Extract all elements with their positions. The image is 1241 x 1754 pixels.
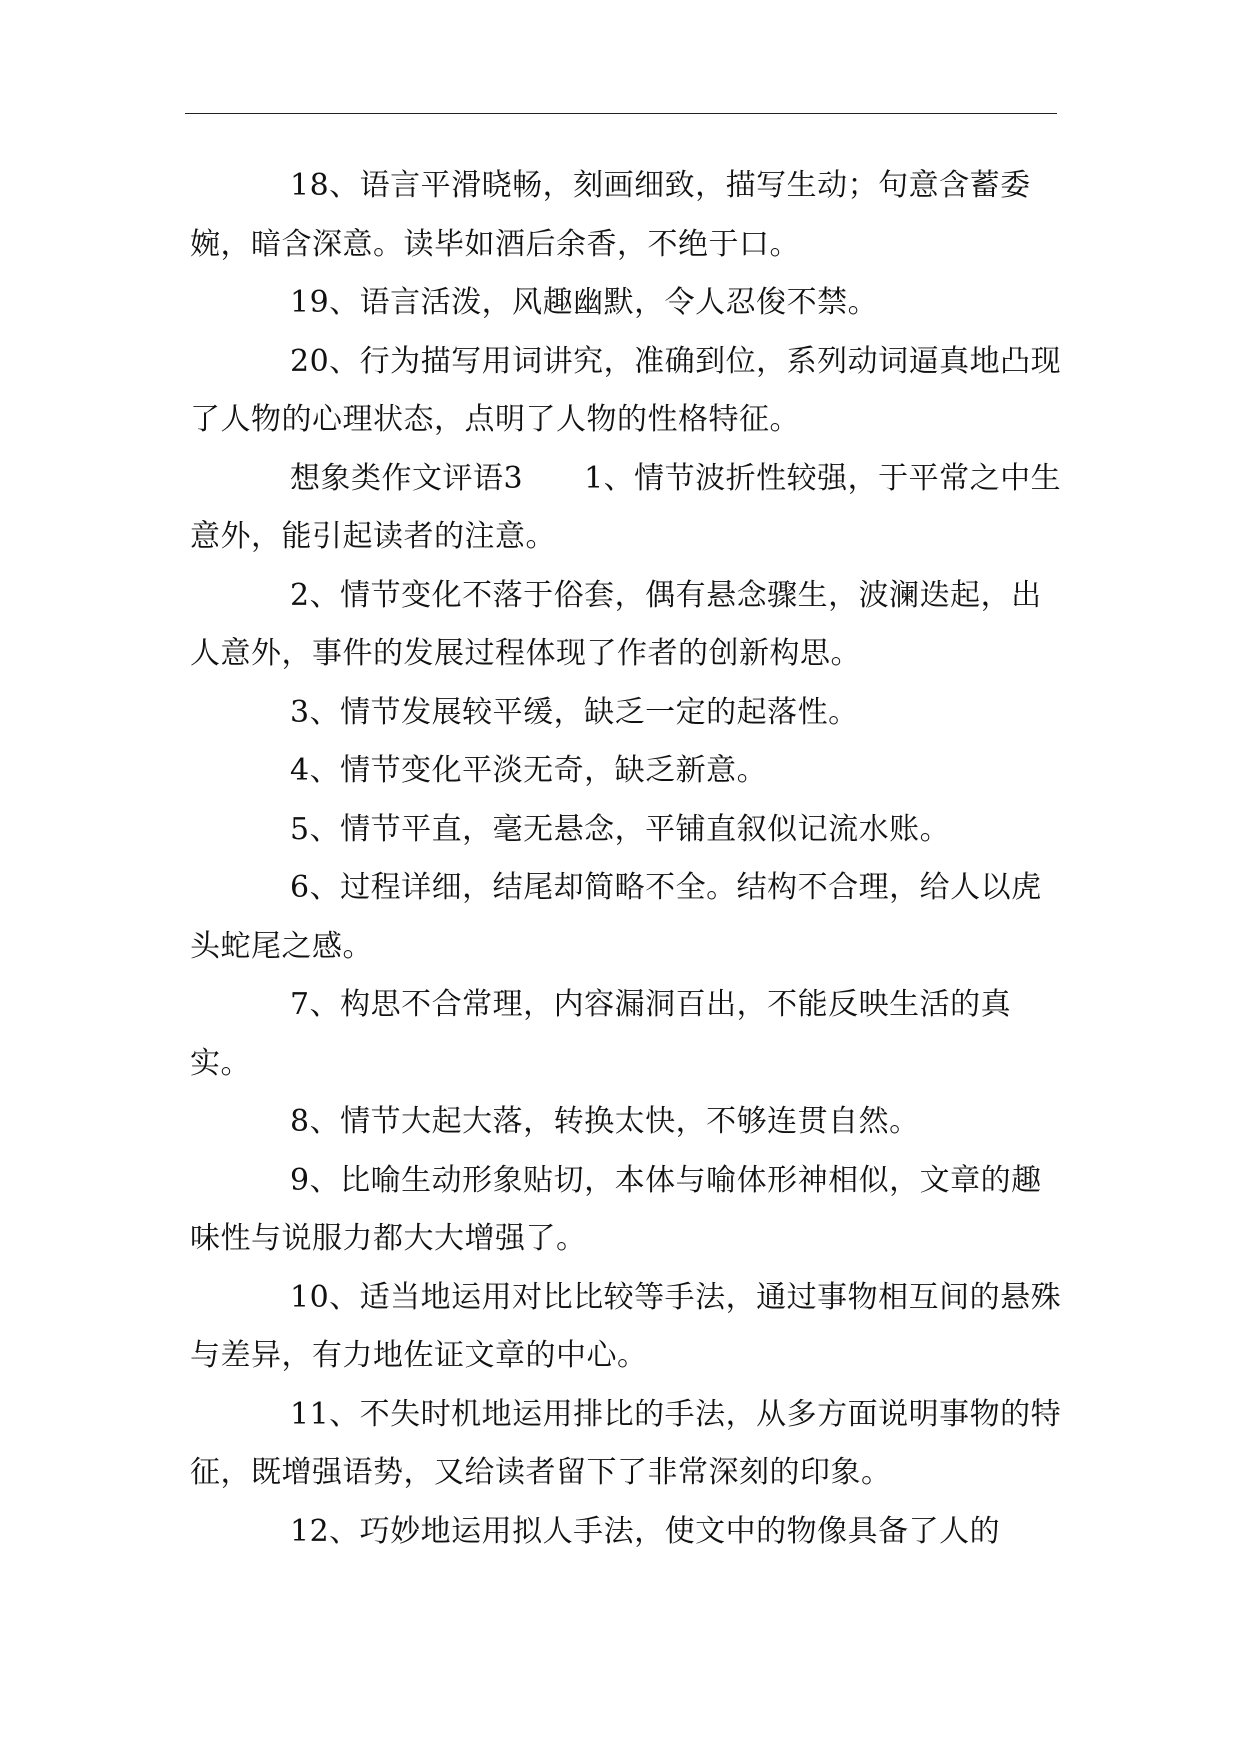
- paragraph-2: 2、情节变化不落于俗套，偶有悬念骤生，波澜迭起，出人意外，事件的发展过程体现了作者的创新构思。: [190, 577, 1042, 671]
- paragraph-5: 5、情节平直，毫无悬念，平铺直叙似记流水账。: [290, 811, 951, 847]
- paragraph-10: 10、适当地运用对比比较等手法，通过事物相互间的悬殊与差异，有力地佐证文章的中心。: [190, 1279, 1062, 1373]
- paragraph-7: 7、构思不合常理，内容漏洞百出，不能反映生活的真实。: [190, 987, 1012, 1081]
- paragraph-3: 3、情节发展较平缓，缺乏一定的起落性。: [290, 694, 859, 730]
- paragraph-18: 18、语言平滑晓畅，刻画细致，描写生动；句意含蓄委婉，暗含深意。读毕如酒后余香，不绝于口。: [190, 168, 1031, 262]
- paragraph-9: 9、比喻生动形象贴切，本体与喻体形神相似，文章的趣味性与说服力都大大增强了。: [190, 1162, 1042, 1256]
- paragraph-6: 6、过程详细，结尾却简略不全。结构不合理，给人以虎头蛇尾之感。: [190, 870, 1042, 964]
- paragraph-12: 12、巧妙地运用拟人手法，使文中的物像具备了人的: [290, 1513, 1001, 1549]
- paragraph-19: 19、语言活泼，风趣幽默，令人忍俊不禁。: [290, 285, 879, 320]
- paragraph-4: 4、情节变化平淡无奇，缺乏新意。: [290, 753, 768, 788]
- document-body: [190, 157, 1062, 1561]
- paragraph-8: 8、情节大起大落，转换太快，不够连贯自然。: [290, 1104, 920, 1139]
- header-rule: [185, 113, 1057, 114]
- paragraph-11: 11、不失时机地运用排比的手法，从多方面说明事物的特征，既增强语势，又给读者留下了非常深刻的印象。: [190, 1396, 1062, 1490]
- section-heading-paragraph-1: 想象类作文评语3 1、情节波折性较强，于平常之中生意外，能引起读者的注意。: [190, 460, 1062, 554]
- paragraph-20: 20、行为描写用词讲究，准确到位，系列动词逼真地凸现了人物的心理状态，点明了人物的性格特征。: [190, 343, 1062, 437]
